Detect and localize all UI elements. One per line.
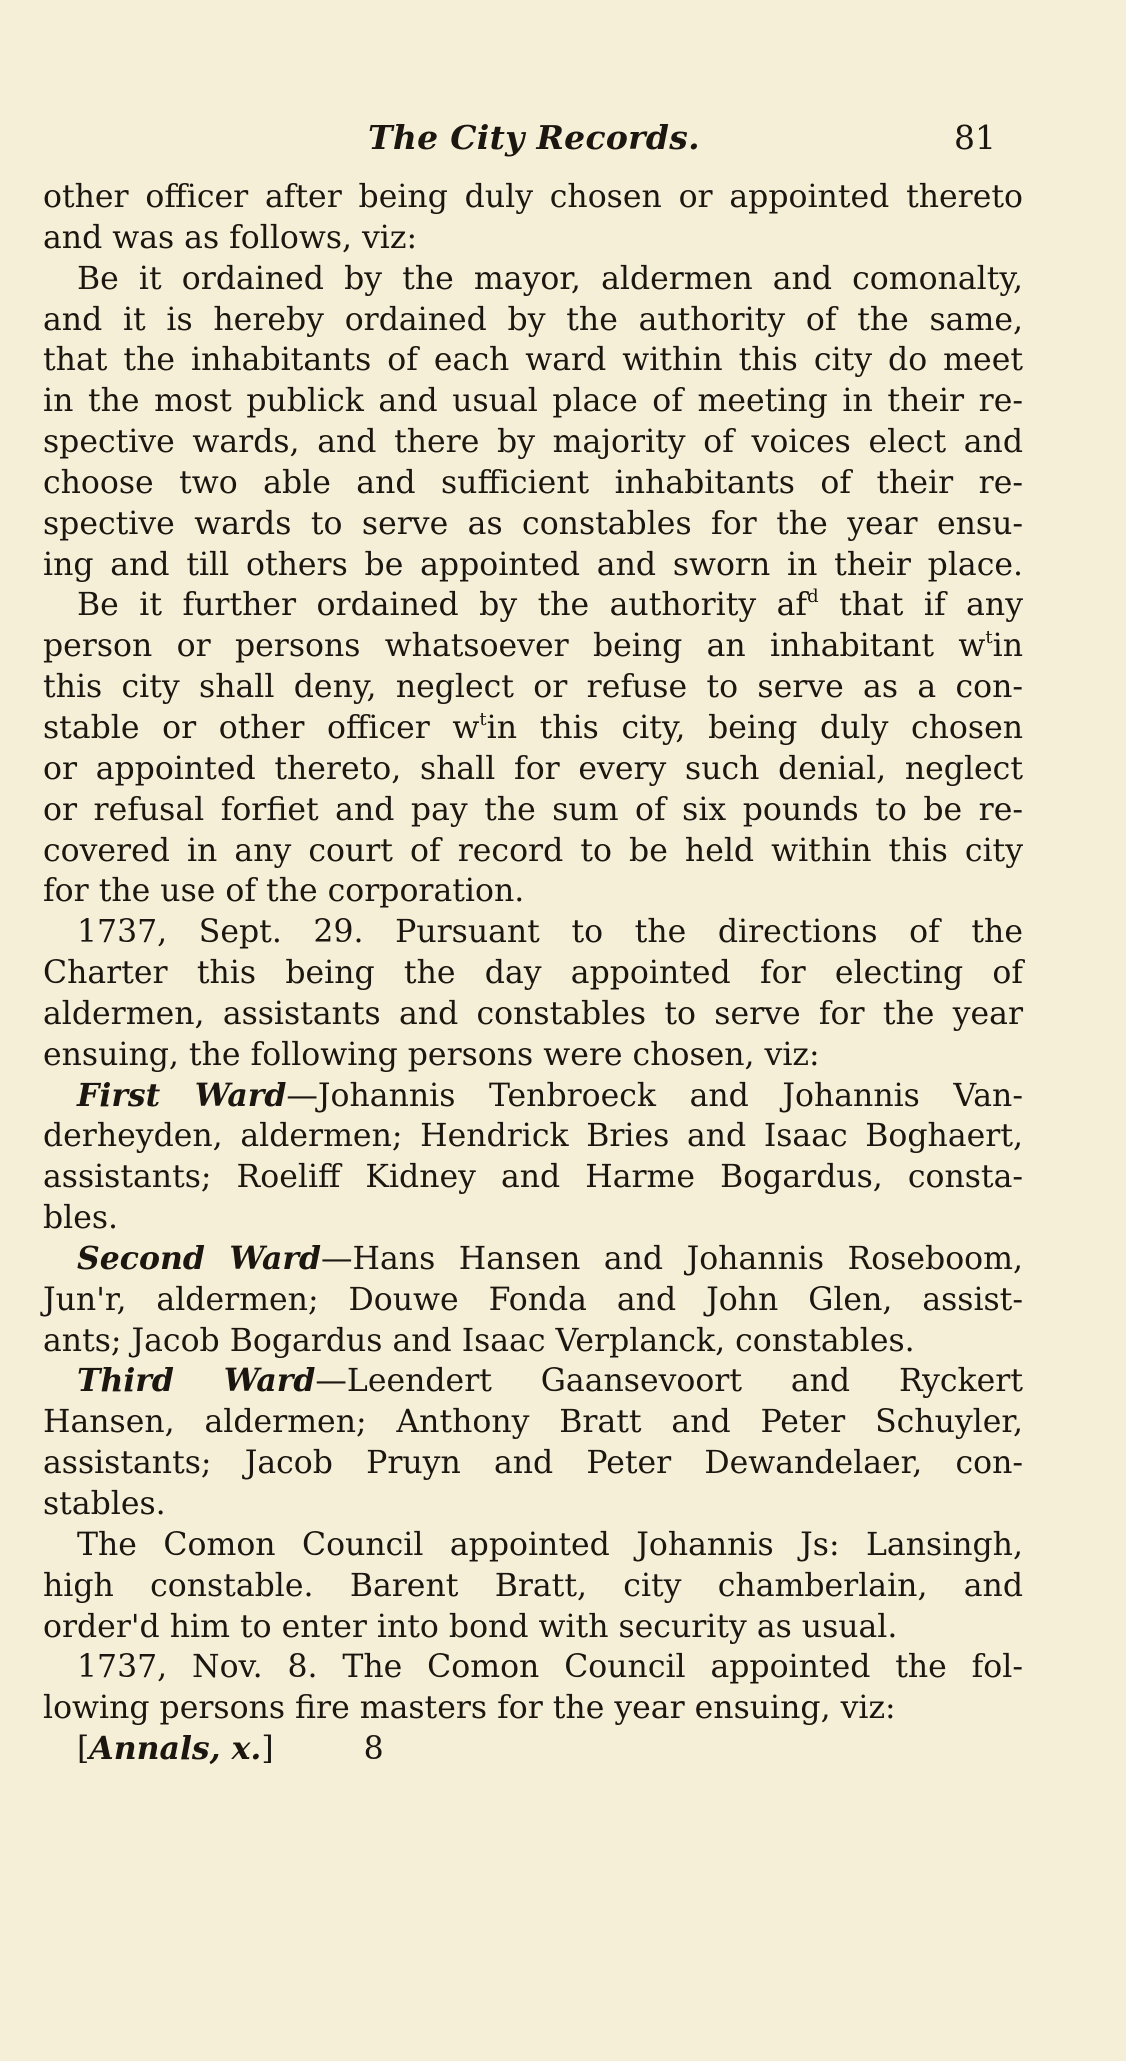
text-line: ensuing, the following persons were chosen, viz: bbox=[43, 1036, 820, 1073]
text-line: lowing persons fire masters for the year ensuing, viz: bbox=[43, 1690, 896, 1727]
text-line bbox=[43, 1361, 1023, 1402]
text-segment: Be it further ordained by the authority af bbox=[77, 587, 808, 624]
signature-mark: 8 bbox=[363, 1731, 384, 1768]
text-line: or appointed thereto, shall for every such denial, neglect bbox=[43, 750, 1023, 787]
text-segment: —Johannis Tenbroeck and Johannis Van- bbox=[286, 1077, 1023, 1114]
text-segment: stable or other officer w bbox=[43, 709, 480, 746]
text-line bbox=[43, 585, 1023, 626]
superscript: t bbox=[985, 627, 993, 649]
ward-heading: First Ward bbox=[77, 1076, 287, 1114]
superscript: d bbox=[807, 586, 819, 608]
text-line bbox=[43, 708, 1023, 749]
text-line: order'd him to enter into bond with security as usual. bbox=[43, 1608, 898, 1645]
text-line: Charter this being the day appointed for electing of bbox=[43, 955, 1023, 992]
text-line: The Comon Council appointed Johannis Js: Lansingh, bbox=[77, 1526, 1023, 1563]
body-text bbox=[43, 177, 1023, 1770]
text-line: Jun'r, aldermen; Douwe Fonda and John Glen, assist- bbox=[43, 1281, 1023, 1318]
text-line: ing and till others be appointed and sworn in their place. bbox=[43, 546, 1023, 583]
text-segment: that if any bbox=[818, 587, 1023, 624]
superscript: t bbox=[479, 708, 487, 730]
text-line: Hansen, aldermen; Anthony Bratt and Peter Schuyler, bbox=[43, 1404, 1023, 1441]
text-line: for the use of the corporation. bbox=[43, 873, 525, 910]
text-line: or refusal forfiet and pay the sum of six pounds to be re- bbox=[43, 791, 1023, 828]
text-line: and was as follows, viz: bbox=[43, 219, 418, 256]
ward-heading: Third Ward bbox=[77, 1362, 316, 1400]
text-line: other officer after being duly chosen or appointed thereto bbox=[43, 179, 1023, 215]
text-line: in the most publick and usual place of meeting in their re- bbox=[43, 383, 1023, 420]
text-segment: —Leendert Gaansevoort and Ryckert bbox=[315, 1363, 1023, 1400]
text-line: that the inhabitants of each ward within this city do meet bbox=[43, 342, 1023, 379]
ward-heading: Second Ward bbox=[77, 1239, 322, 1277]
text-line bbox=[43, 626, 1023, 667]
text-line: covered in any court of record to be held within this city bbox=[43, 832, 1023, 869]
text-line: 1737, Sept. 29. Pursuant to the directions of the bbox=[77, 914, 1023, 951]
text-line: stables. bbox=[43, 1486, 166, 1522]
text-line: Be it ordained by the mayor, aldermen and comonalty, bbox=[77, 260, 1023, 297]
page-footer bbox=[43, 1729, 1023, 1770]
text-line: and it is hereby ordained by the authority of the same, bbox=[43, 301, 1023, 338]
text-segment: in bbox=[992, 628, 1023, 665]
running-title: The City Records. bbox=[368, 118, 700, 157]
text-line: aldermen, assistants and constables to serve for the year bbox=[43, 995, 1023, 1032]
page-header bbox=[0, 118, 1126, 162]
text-segment: person or persons whatsoever being an inhabitant w bbox=[43, 628, 986, 665]
text-segment: —Hans Hansen and Johannis Roseboom, bbox=[321, 1240, 1024, 1277]
text-line bbox=[43, 1076, 1023, 1117]
text-line: 1737, Nov. 8. The Comon Council appointed the fol- bbox=[77, 1649, 1023, 1686]
bracket-open: [ bbox=[77, 1731, 90, 1768]
text-line: spective wards, and there by majority of voices elect and bbox=[43, 424, 1023, 461]
text-line bbox=[43, 1239, 1023, 1280]
annals-reference: Annals, x. bbox=[89, 1730, 262, 1768]
text-line: high constable. Barent Bratt, city chamberlain, and bbox=[43, 1567, 1023, 1604]
text-line: ants; Jacob Bogardus and Isaac Verplanck, constables. bbox=[43, 1322, 915, 1359]
text-line: assistants; Jacob Pruyn and Peter Dewandelaer, con- bbox=[43, 1445, 1023, 1482]
text-segment: in this city, being duly chosen bbox=[486, 709, 1023, 746]
text-line: derheyden, aldermen; Hendrick Bries and Isaac Boghaert, bbox=[43, 1118, 1023, 1155]
text-line: bles. bbox=[43, 1200, 119, 1237]
bracket-close: ] bbox=[261, 1731, 274, 1768]
text-line: choose two able and sufficient inhabitants of their re- bbox=[43, 464, 1023, 501]
text-line: spective wards to serve as constables for the year ensu- bbox=[43, 505, 1023, 542]
text-line: this city shall deny, neglect or refuse to serve as a con- bbox=[43, 669, 1023, 706]
page-number: 81 bbox=[954, 118, 996, 157]
text-line: assistants; Roeliff Kidney and Harme Bogardus, consta- bbox=[43, 1159, 1023, 1196]
